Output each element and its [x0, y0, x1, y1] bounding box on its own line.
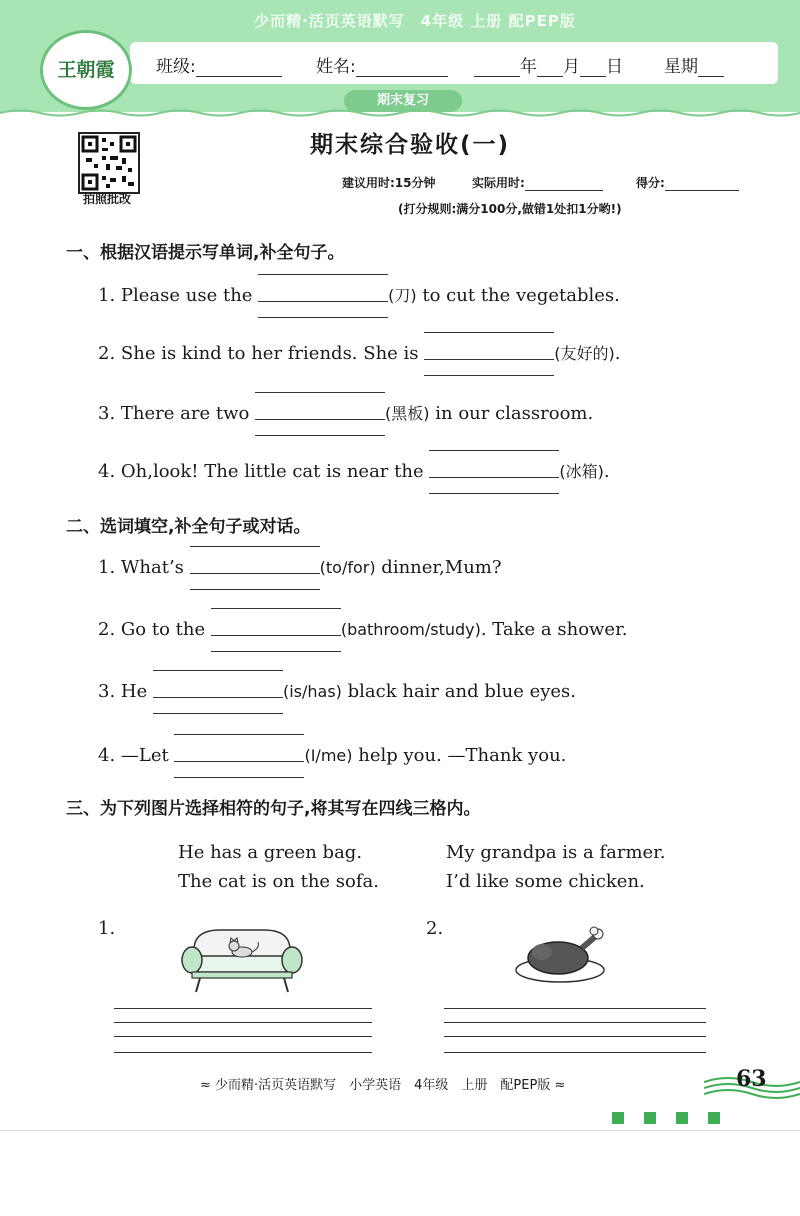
- section3-heading: 三、为下列图片选择相符的句子,将其写在四线三格内。: [66, 799, 481, 819]
- series-line: 少而精·活页英语默写 4年级 上册 配PEP版: [254, 12, 576, 30]
- section2-question-1: 1. What’s (to/for) dinner,Mum?: [98, 556, 502, 580]
- deco-square: [708, 1112, 720, 1124]
- option-1: He has a green bag.: [178, 842, 363, 863]
- answer-line[interactable]: [190, 556, 320, 580]
- section1-question-4: 4. Oh,look! The little cat is near the (冰箱).: [98, 460, 610, 484]
- picture-2-number: 2.: [426, 918, 444, 939]
- deco-square: [676, 1112, 688, 1124]
- section1-question-1: 1. Please use the (刀) to cut the vegetables.: [98, 284, 620, 308]
- answer-line[interactable]: [424, 342, 554, 366]
- date-field[interactable]: 年 月 日: [474, 52, 623, 77]
- answer-line[interactable]: [211, 618, 341, 642]
- class-field[interactable]: 班级:: [156, 52, 282, 77]
- actual-time-field[interactable]: 实际用时:: [472, 174, 603, 191]
- answer-line[interactable]: [174, 744, 304, 768]
- writing-lines-2[interactable]: [444, 1008, 706, 1054]
- writing-lines-1[interactable]: [114, 1008, 372, 1054]
- name-field[interactable]: 姓名:: [316, 52, 448, 77]
- sofa-with-cat-icon: [180, 922, 304, 994]
- brand-logo: 王朝霞: [40, 30, 132, 110]
- deco-square: [644, 1112, 656, 1124]
- option-4: I’d like some chicken.: [446, 871, 645, 892]
- answer-line[interactable]: [255, 402, 385, 426]
- section1-question-3: 3. There are two (黑板) in our classroom.: [98, 402, 593, 426]
- option-3: The cat is on the sofa.: [178, 871, 379, 892]
- weekday-field[interactable]: 星期: [664, 52, 724, 77]
- answer-line[interactable]: [429, 460, 559, 484]
- scoring-rule: (打分规则:满分100分,做错1处扣1分哟!): [398, 202, 622, 216]
- qr-code-icon[interactable]: [78, 132, 140, 194]
- deco-square: [612, 1112, 624, 1124]
- score-field[interactable]: 得分:: [636, 174, 739, 191]
- roast-chicken-icon: [512, 926, 612, 986]
- picture-1-number: 1.: [98, 918, 116, 939]
- option-2: My grandpa is a farmer.: [446, 842, 666, 863]
- answer-line[interactable]: [258, 284, 388, 308]
- page-number: 63: [736, 1066, 767, 1092]
- page-title: 期末综合验收(一): [309, 132, 511, 158]
- section2-question-2: 2. Go to the (bathroom/study). Take a shower.: [98, 618, 627, 642]
- page-edge-line: [0, 1130, 800, 1131]
- suggested-time: 建议用时:15分钟: [342, 176, 436, 190]
- section2-question-3: 3. He (is/has) black hair and blue eyes.: [98, 680, 576, 704]
- section1-heading: 一、根据汉语提示写单词,补全句子。: [66, 243, 345, 263]
- qr-label: 拍照批改: [82, 192, 131, 206]
- section2-question-4: 4. —Let (I/me) help you. —Thank you.: [98, 744, 566, 768]
- page-footer: ≈ 少而精·活页英语默写 小学英语 4年级 上册 配PEP版 ≈: [200, 1078, 566, 1093]
- section2-heading: 二、选词填空,补全句子或对话。: [66, 517, 311, 537]
- answer-line[interactable]: [153, 680, 283, 704]
- review-pill: 期末复习: [344, 90, 462, 112]
- section1-question-2: 2. She is kind to her friends. She is (友好的).: [98, 342, 621, 366]
